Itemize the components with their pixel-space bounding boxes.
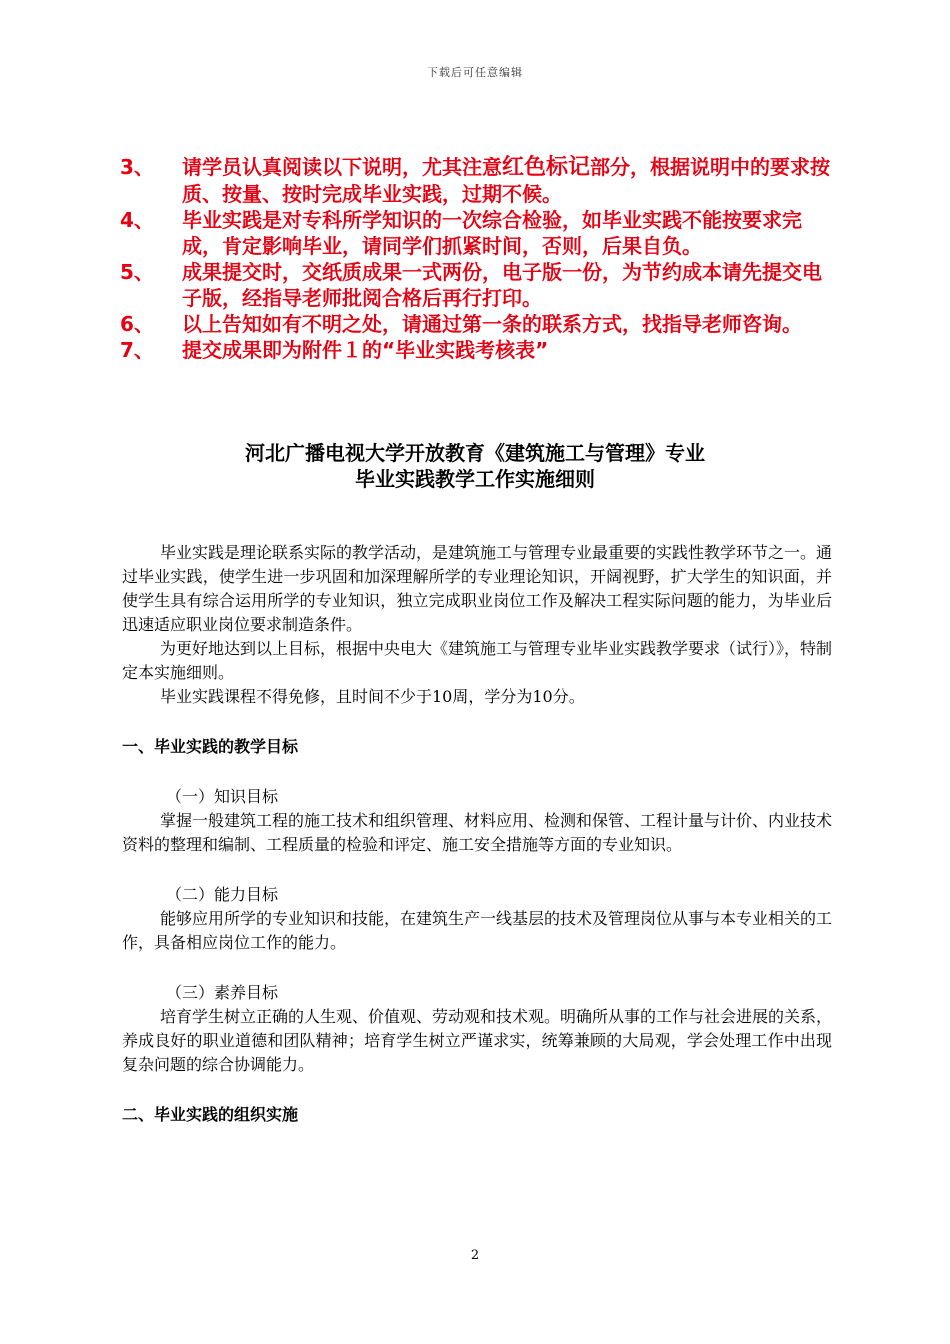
notice-number: 4、 — [120, 208, 154, 232]
page-number: 2 — [470, 1248, 480, 1263]
notice-list — [120, 154, 840, 363]
section-heading: 二、毕业实践的组织实施 — [122, 1105, 299, 1124]
subsection-heading: （一）知识目标 — [166, 787, 279, 806]
notice-text: 部分，根据说明中的要求按质、按量、按时完成毕业实践，过期不候。 — [182, 155, 831, 206]
notice-item — [120, 154, 840, 207]
intro-paragraph: 毕业实践课程不得免修，且时间不少于10周，学分为10分。 — [160, 687, 585, 706]
subsection-heading: （三）素养目标 — [166, 983, 279, 1002]
subsection-paragraph: 培育学生树立正确的人生观、价值观、劳动观和技术观。明确所从事的工作与社会进展的关系，养成良好的职业道德和团队精神；培育学生树立严谨求实，统筹兼顾的大局观，学会处理工作中出现复杂问题的综合协调能力。 — [122, 1007, 833, 1074]
subsection-paragraph: 掌握一般建筑工程的施工技术和组织管理、材料应用、检测和保管、工程计量与计价、内业技术资料的整理和编制、工程质量的检验和评定、施工安全措施等方面的专业知识。 — [122, 811, 833, 854]
document-title-line2: 毕业实践教学工作实施细则 — [355, 467, 595, 491]
notice-emphasis: 红色标记 — [502, 155, 591, 180]
notice-number: 3、 — [120, 155, 154, 179]
notice-text: 请学员认真阅读以下说明，尤其注意 — [182, 155, 502, 179]
page-header: 下载后可任意编辑 — [427, 66, 523, 79]
notice-item — [120, 337, 840, 363]
notice-text: 毕业实践是对专科所学知识的一次综合检验，如毕业实践不能按要求完成，肯定影响毕业，请同学们抓紧时间，否则，后果自负。 — [182, 208, 802, 258]
subsection-heading: （二）能力目标 — [166, 885, 279, 904]
document-title — [0, 440, 950, 492]
notice-item — [120, 311, 840, 337]
intro-paragraph: 为更好地达到以上目标，根据中央电大《建筑施工与管理专业毕业实践教学要求（试行）》，特制定本实施细则。 — [122, 639, 833, 682]
notice-number: 6、 — [120, 312, 154, 336]
notice-text: 提交成果即为附件１的“毕业实践考核表” — [182, 338, 549, 362]
notice-item — [120, 259, 840, 311]
notice-number: 7、 — [120, 338, 154, 362]
document-body — [122, 541, 832, 1127]
intro-paragraph: 毕业实践是理论联系实际的教学活动，是建筑施工与管理专业最重要的实践性教学环节之一。通过毕业实践，使学生进一步巩固和加深理解所学的专业理论知识，开阔视野，扩大学生的知识面，并使学生具有综合运用所学的专业知识，独立完成职业岗位工作及解决工程实际问题的能力，为毕业后迅速适应职业岗位要求制造条件。 — [122, 543, 833, 634]
subsection-paragraph: 能够应用所学的专业知识和技能，在建筑生产一线基层的技术及管理岗位从事与本专业相关的工作，具备相应岗位工作的能力。 — [122, 909, 833, 952]
notice-number: 5、 — [120, 260, 154, 284]
document-title-line1: 河北广播电视大学开放教育《建筑施工与管理》专业 — [245, 441, 705, 465]
section-heading: 一、毕业实践的教学目标 — [122, 737, 299, 756]
notice-text: 成果提交时，交纸质成果一式两份，电子版一份，为节约成本请先提交电子版，经指导老师批阅合格后再行打印。 — [182, 260, 822, 310]
notice-item — [120, 207, 840, 259]
notice-text: 以上告知如有不明之处，请通过第一条的联系方式，找指导老师咨询。 — [182, 312, 802, 336]
